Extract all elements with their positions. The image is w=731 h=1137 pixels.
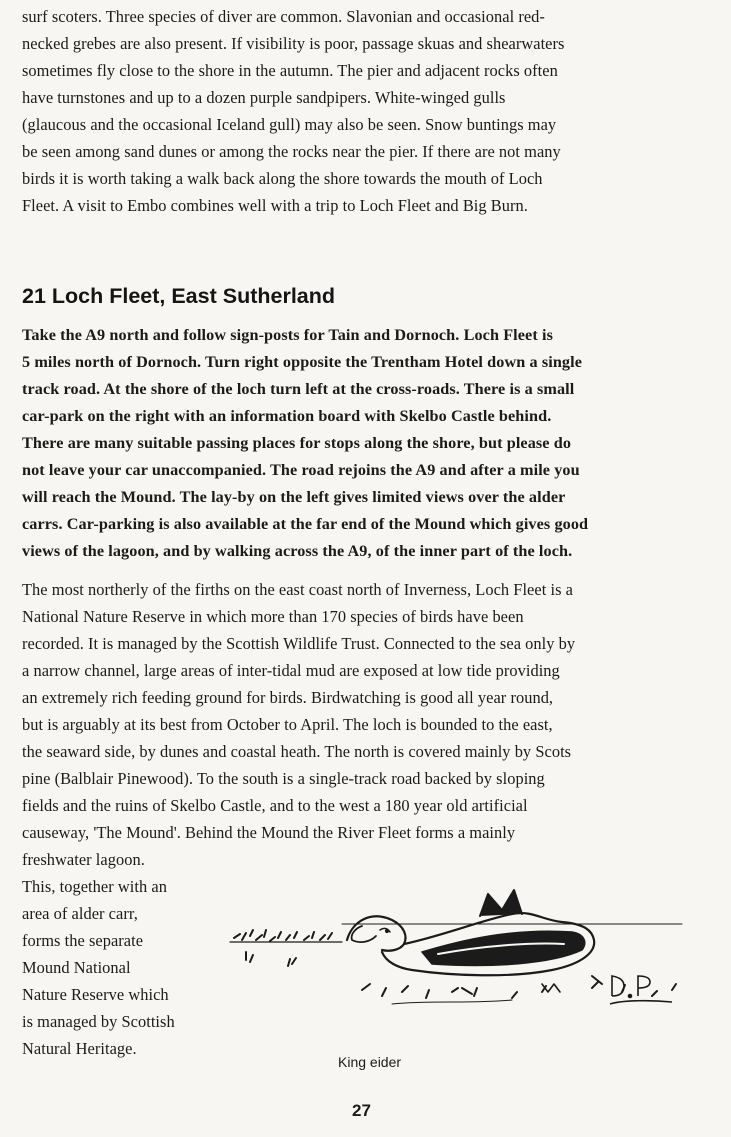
figure-caption: King eider: [338, 1054, 402, 1070]
text-line: National Nature Reserve in which more than 170 species of birds have been: [22, 607, 524, 626]
text-line: Nature Reserve which: [22, 985, 169, 1004]
wrapped-paragraph: [22, 873, 175, 1062]
intro-paragraph: [22, 3, 564, 219]
text-line: a narrow channel, large areas of inter-tidal mud are exposed at low tide providing: [22, 661, 560, 680]
text-line: birds it is worth taking a walk back along the shore towards the mouth of Loch: [22, 169, 543, 188]
text-line: carrs. Car-parking is also available at the far end of the Mound which gives good: [22, 515, 589, 533]
king-eider-illustration: [212, 880, 692, 1040]
text-line: car-park on the right with an information board with Skelbo Castle behind.: [22, 407, 552, 425]
text-line: Natural Heritage.: [22, 1039, 137, 1058]
text-line: 5 miles north of Dornoch. Turn right opposite the Trentham Hotel down a single: [22, 353, 583, 371]
text-line: will reach the Mound. The lay-by on the left gives limited views over the alder: [22, 488, 566, 506]
text-line: have turnstones and up to a dozen purple sandpipers. White-winged gulls: [22, 88, 506, 107]
bird-drawing: [347, 890, 594, 975]
text-line: Take the A9 north and follow sign-posts for Tain and Dornoch. Loch Fleet is: [22, 326, 553, 344]
text-line: not leave your car unaccompanied. The road rejoins the A9 and after a mile you: [22, 461, 580, 479]
page-number: 27: [352, 1101, 371, 1120]
text-line: but is arguably at its best from October to April. The loch is bounded to the east,: [22, 715, 553, 734]
water-ripples-drawing: [362, 976, 676, 1004]
text-line: fields and the ruins of Skelbo Castle, and to the west a 180 year old artificial: [22, 796, 528, 815]
text-line: recorded. It is managed by the Scottish Wildlife Trust. Connected to the sea only by: [22, 634, 576, 653]
artist-signature: [610, 976, 672, 1004]
text-line: There are many suitable passing places for stops along the shore, but please do: [22, 434, 572, 452]
text-line: forms the separate: [22, 931, 144, 950]
text-line: the seaward side, by dunes and coastal heath. The north is covered mainly by Scots: [22, 742, 572, 761]
text-line: Mound National: [22, 958, 131, 977]
section-heading: 21 Loch Fleet, East Sutherland: [22, 284, 336, 308]
text-line: sometimes fly close to the shore in the autumn. The pier and adjacent rocks often: [22, 61, 558, 80]
text-line: pine (Balblair Pinewood). To the south is a single-track road backed by sloping: [22, 769, 545, 788]
text-line: The most northerly of the firths on the east coast north of Inverness, Loch Fleet is a: [22, 580, 573, 599]
text-line: area of alder carr,: [22, 904, 138, 923]
directions-paragraph: [22, 322, 588, 565]
text-line: causeway, 'The Mound'. Behind the Mound the River Fleet forms a mainly: [22, 823, 516, 842]
text-line: necked grebes are also present. If visibility is poor, passage skuas and shearwaters: [22, 34, 565, 53]
text-line: be seen among sand dunes or among the rocks near the pier. If there are not many: [22, 142, 561, 161]
text-line: surf scoters. Three species of diver are common. Slavonian and occasional red-: [22, 7, 545, 26]
text-line: is managed by Scottish: [22, 1012, 175, 1031]
text-line: freshwater lagoon.: [22, 850, 145, 869]
text-line: track road. At the shore of the loch turn left at the cross-roads. There is a small: [22, 380, 575, 398]
reeds-drawing: [230, 930, 342, 966]
text-line: an extremely rich feeding ground for birds. Birdwatching is good all year round,: [22, 688, 554, 707]
text-line: views of the lagoon, and by walking across the A9, of the inner part of the loch.: [22, 542, 573, 560]
text-line: (glaucous and the occasional Iceland gull) may also be seen. Snow buntings may: [22, 115, 557, 134]
text-line: This, together with an: [22, 877, 167, 896]
text-line: Fleet. A visit to Embo combines well with a trip to Loch Fleet and Big Burn.: [22, 196, 528, 215]
body-paragraph: [22, 576, 575, 873]
